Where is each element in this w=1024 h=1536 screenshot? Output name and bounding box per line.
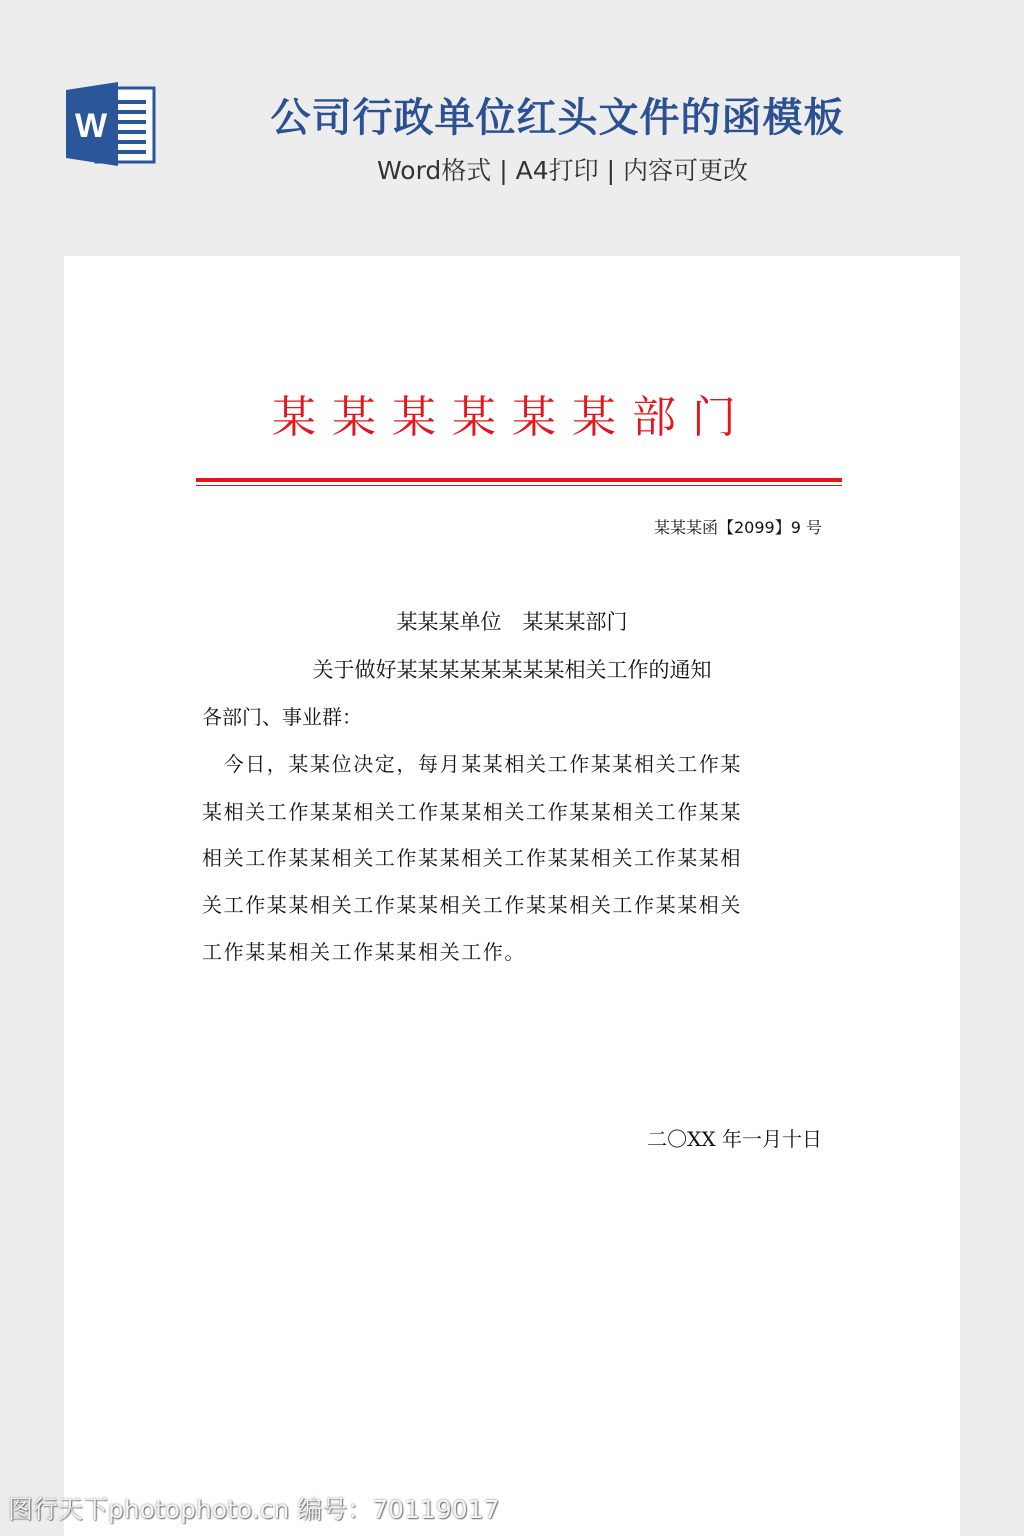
redhead-department-title: 某某某某某某部门 — [272, 392, 752, 443]
body-paragraph-line: 关工作某某相关工作某某相关工作某某相关工作某某相关 — [202, 893, 742, 917]
body-paragraph-line: 某相关工作某某相关工作某某相关工作某某相关工作某某 — [202, 800, 742, 824]
document-date: 二〇XX 年一月十日 — [647, 1127, 822, 1151]
body-paragraph-line: 今日，某某位决定，每月某某相关工作某某相关工作某 — [202, 752, 742, 776]
word-logo-letter: W — [74, 107, 108, 145]
body-paragraph-line: 相关工作某某相关工作某某相关工作某某相关工作某某相 — [202, 846, 742, 870]
issuing-units: 某某某单位 某某某部门 — [396, 610, 628, 634]
salutation: 各部门、事业群： — [202, 705, 362, 729]
word-document-icon — [66, 82, 156, 166]
notice-title: 关于做好某某某某某某某某相关工作的通知 — [312, 658, 712, 682]
page-title: 公司行政单位红头文件的函模板 — [270, 95, 845, 141]
watermark-text: 图行天下photophoto.cn 编号：70119017 — [8, 1495, 500, 1524]
body-paragraph-line: 工作某某相关工作某某相关工作。 — [202, 940, 526, 964]
page-subtitle: Word格式 | A4打印 | 内容可更改 — [377, 156, 748, 185]
document-number: 某某某函【2099】9 号 — [654, 518, 822, 537]
red-divider-thin — [196, 485, 842, 486]
red-divider-thick — [196, 478, 842, 482]
